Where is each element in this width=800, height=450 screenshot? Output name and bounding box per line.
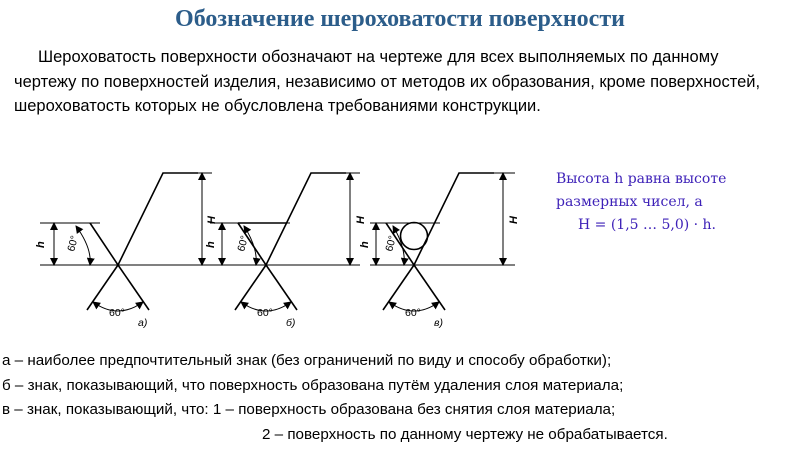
height-note-line-2: размерных чисел, а — [556, 194, 703, 210]
label-h-a: h — [35, 241, 47, 248]
label-angle-side-b: 60° — [235, 234, 252, 253]
height-note-line-1: Высота h равна высоте — [556, 171, 727, 187]
label-angle-side-a: 60° — [65, 234, 82, 253]
caption-c-continued: 2 – поверхность по данному чертежу не обрабатывается. — [262, 425, 668, 443]
label-angle-side-c: 60° — [383, 234, 400, 253]
label-H-b: H — [355, 216, 367, 224]
label-h-b: h — [205, 241, 217, 248]
roughness-symbols-figure — [0, 160, 545, 350]
caption-a: а – наиболее предпочтительный знак (без ограничений по виду и способу обработки); — [2, 352, 612, 369]
height-note — [556, 168, 776, 237]
roughness-symbol-b — [210, 173, 360, 311]
caption-list — [2, 349, 792, 447]
label-letter-c: в) — [434, 317, 443, 329]
intro-paragraph: Шероховатость поверхности обозначают на чертеже для всех выполняемых по данному чертежу по поверхностей изделия, независимо от методов их образования, кроме поверхностей, шероховатость которых не обусловлена требованиями конструкции. — [14, 48, 761, 115]
height-formula: H = (1,5 … 5,0) · h. — [578, 217, 717, 233]
label-angle-bottom-c: 60° — [405, 307, 421, 319]
label-letter-b: б) — [286, 317, 296, 329]
label-angle-bottom-a: 60° — [109, 307, 125, 319]
slide-title: Обозначение шероховатости поверхности — [175, 6, 625, 32]
caption-c: в – знак, показывающий, что: 1 – поверхность образована без снятия слоя материала; — [2, 401, 616, 418]
label-angle-bottom-b: 60° — [257, 307, 273, 319]
label-H-c: H — [508, 216, 520, 224]
label-h-c: h — [359, 241, 371, 248]
caption-b: б – знак, показывающий, что поверхность образована путём удаления слоя материала; — [2, 376, 624, 394]
roughness-symbol-a — [40, 173, 212, 311]
label-letter-a: а) — [138, 317, 148, 329]
label-H-a: H — [206, 216, 218, 224]
